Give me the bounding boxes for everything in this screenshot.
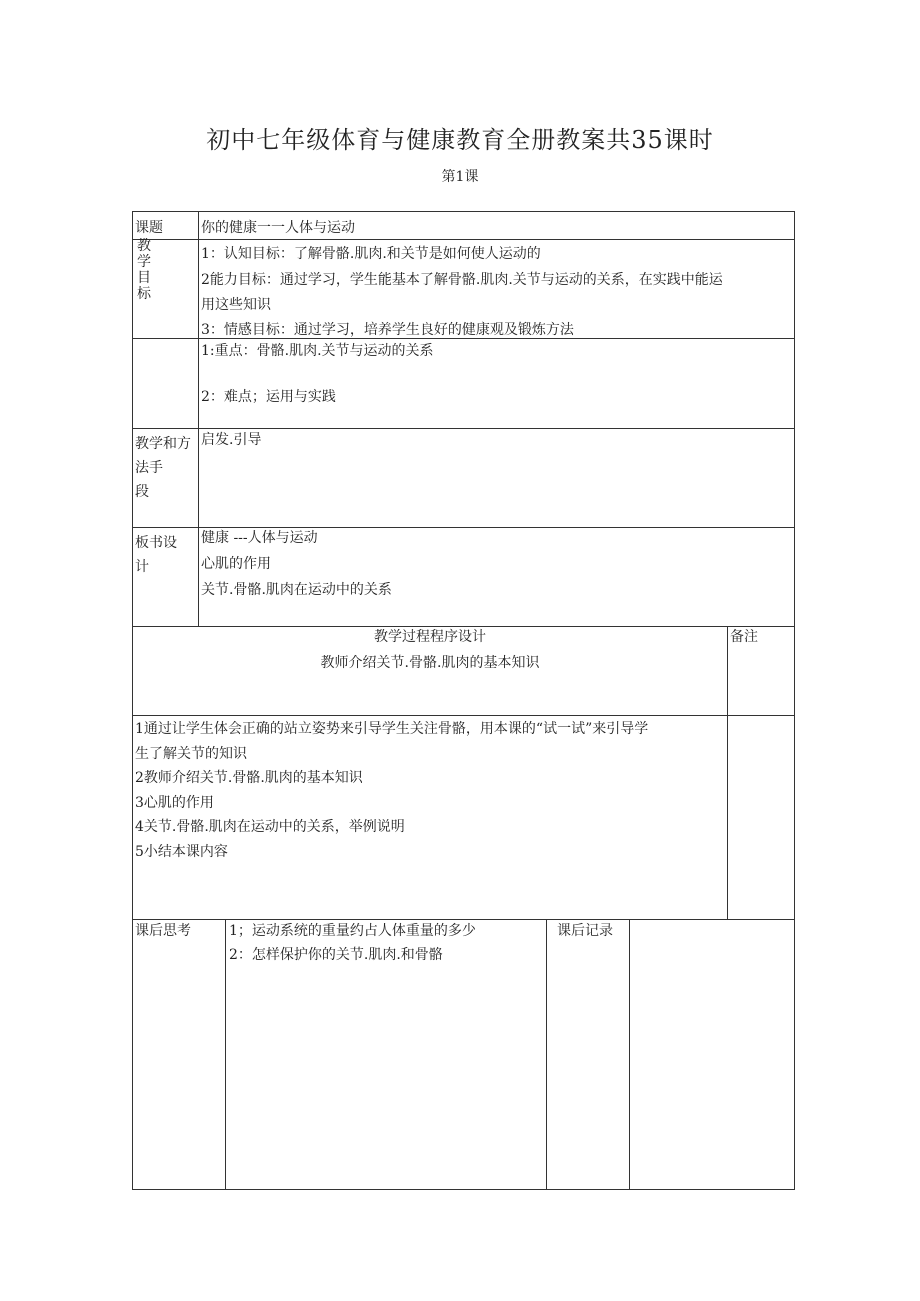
reflection-column-divider — [546, 919, 547, 1190]
objectives-label-char: 目 — [137, 270, 151, 286]
table-border-right — [794, 211, 795, 1190]
objective-line: 2能力目标：通过学习，学生能基本了解骨骼.肌肉.关节与运动的关系，在实践中能运 — [201, 272, 723, 288]
methods-label: 教学和方 — [135, 436, 191, 452]
reflection-item: 1；运动系统的重量约占人体重量的多少 — [229, 923, 476, 939]
board-line: 关节.骨骼.肌肉在运动中的关系 — [201, 582, 392, 598]
objectives-label-char: 学 — [137, 254, 151, 270]
objectives-label-char: 标 — [137, 286, 151, 302]
lesson-number: 第1课 — [441, 169, 479, 185]
objective-line: 1：认知目标：了解骨骼.肌肉.和关节是如何使人运动的 — [201, 246, 541, 262]
process-heading: 教学过程程序设计 — [374, 629, 486, 645]
record-label: 课后记录 — [557, 923, 613, 939]
table-border-top — [132, 211, 795, 212]
board-label: 计 — [135, 559, 149, 575]
remarks-column-divider — [727, 626, 728, 920]
remarks-label: 备注 — [730, 629, 758, 645]
objective-line: 用这些知识 — [201, 297, 271, 313]
process-step: 1通过让学生体会正确的站立姿势来引导学生关注骨骼，用本课的“试一试”来引导学 — [135, 721, 649, 737]
methods-value: 启发.引导 — [201, 432, 262, 448]
process-step: 2教师介绍关节.骨骼.肌肉的基本知识 — [135, 770, 363, 786]
process-step: 3心肌的作用 — [135, 795, 214, 811]
process-step: 5小结本课内容 — [135, 844, 228, 860]
difficulty-point: 2：难点；运用与实践 — [201, 389, 336, 405]
board-line: 健康 ---人体与运动 — [201, 530, 318, 546]
page-title: 初中七年级体育与健康教育全册教案共35课时 — [206, 126, 714, 154]
reflection-column-divider — [629, 919, 630, 1190]
key-point: 1:重点：骨骼.肌肉.关节与运动的关系 — [201, 343, 434, 359]
label-column-divider — [198, 211, 199, 627]
process-step: 4关节.骨骼.肌肉在运动中的关系，举例说明 — [135, 819, 405, 835]
methods-label: 法手 — [135, 460, 163, 476]
objective-line: 3：情感目标：通过学习，培养学生良好的健康观及锻炼方法 — [201, 322, 574, 338]
objectives-label-char: 教 — [137, 238, 151, 254]
topic-value: 你的健康一一人体与运动 — [201, 220, 355, 236]
methods-label: 段 — [135, 484, 149, 500]
topic-label: 课题 — [135, 220, 163, 236]
row-divider — [132, 715, 795, 716]
board-line: 心肌的作用 — [201, 556, 271, 572]
table-border-left — [132, 211, 133, 1190]
process-subheading: 教师介绍关节.骨骼.肌肉的基本知识 — [320, 655, 540, 671]
board-label: 板书设 — [135, 535, 177, 551]
process-step: 生了解关节的知识 — [135, 746, 247, 762]
reflection-column-divider — [225, 919, 226, 1190]
reflection-label: 课后思考 — [135, 923, 191, 939]
reflection-item: 2：怎样保护你的关节.肌肉.和骨骼 — [229, 947, 443, 963]
table-border-bottom — [132, 1189, 795, 1190]
